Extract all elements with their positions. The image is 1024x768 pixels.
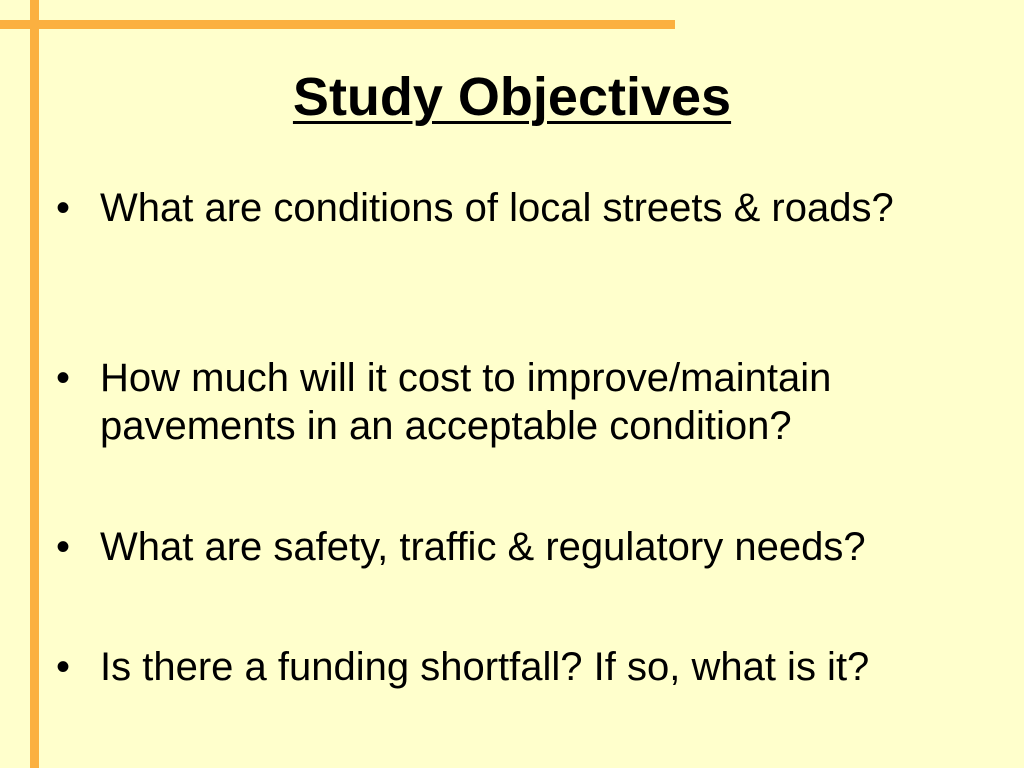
bullet-item bbox=[56, 354, 996, 450]
bullet-item bbox=[56, 523, 996, 571]
bullet-item bbox=[56, 643, 996, 691]
bullet-item bbox=[56, 184, 996, 232]
bullet-dot-icon: • bbox=[56, 186, 71, 230]
bullet-dot-icon: • bbox=[56, 356, 71, 400]
bullet-dot-icon: • bbox=[56, 525, 71, 569]
bullet-text: Is there a funding shortfall? If so, what is it? bbox=[100, 645, 870, 689]
bullet-text: How much will it cost to improve/maintain pavements in an acceptable condition? bbox=[100, 356, 832, 448]
accent-rule-horizontal bbox=[0, 20, 675, 29]
bullet-text: What are conditions of local streets & roads? bbox=[100, 186, 894, 230]
bullet-dot-icon: • bbox=[56, 645, 71, 689]
slide-title: Study Objectives bbox=[292, 67, 732, 127]
bullet-text: What are safety, traffic & regulatory needs? bbox=[100, 525, 866, 569]
